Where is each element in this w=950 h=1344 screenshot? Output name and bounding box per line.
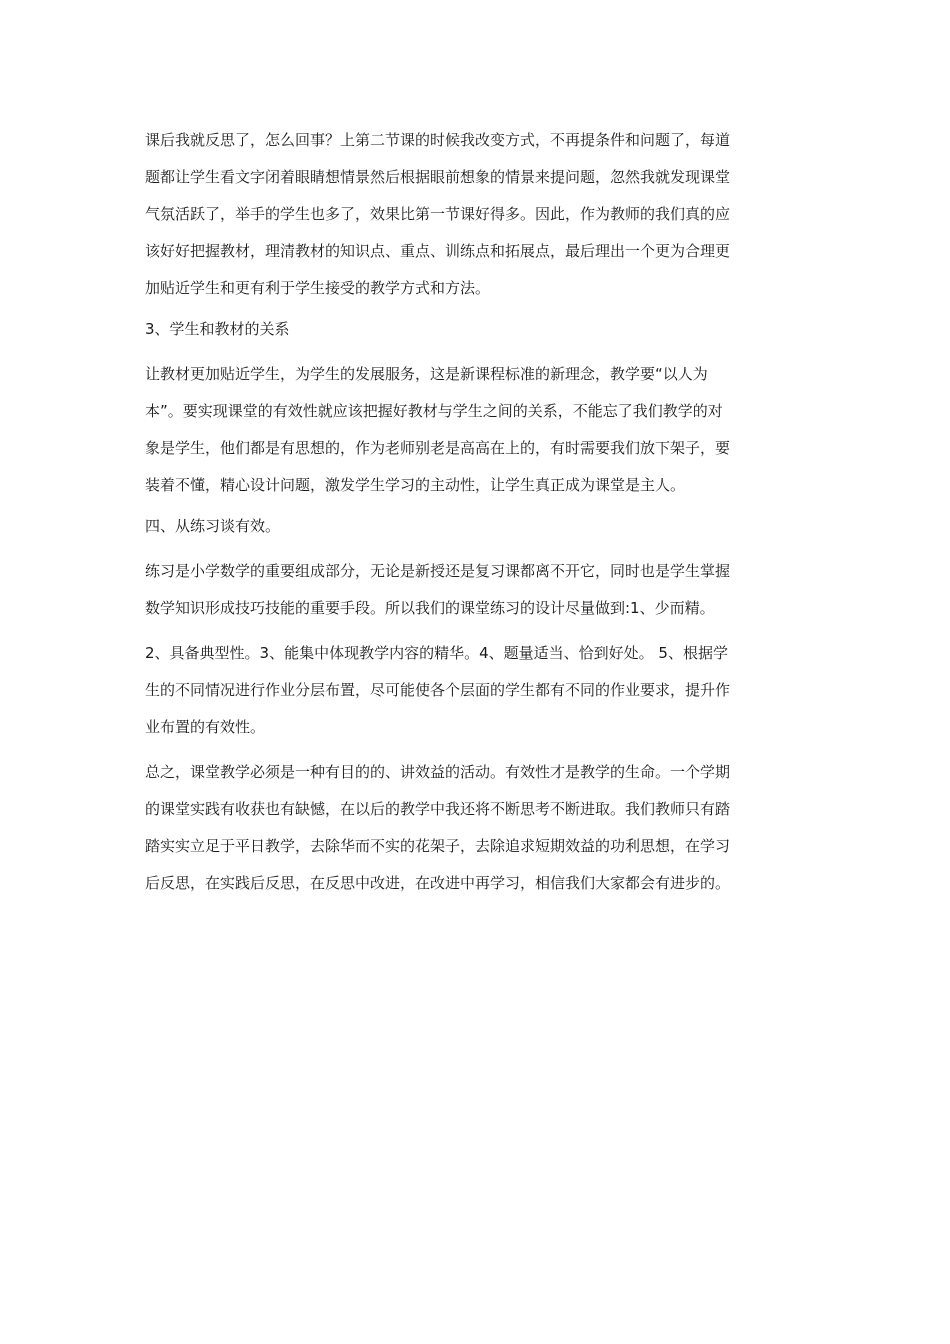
text-line: 生的不同情况进行作业分层布置，尽可能使各个层面的学生都有不同的作业要求，提升作	[145, 681, 731, 699]
text-line: 本”。要实现课堂的有效性就应该把握好教材与学生之间的关系，不能忘了我们教学的对	[145, 402, 723, 420]
text-line: 的课堂实践有收获也有缺憾，在以后的教学中我还将不断思考不断进取。我们教师只有踏	[145, 800, 731, 818]
text-line: 后反思，在实践后反思，在反思中改进，在改进中再学习，相信我们大家都会有进步的。	[145, 874, 731, 892]
text-line: 2、具备典型性。3、能集中体现教学内容的精华。4、题量适当、恰到好处。 5、根据学	[145, 644, 728, 662]
document-body	[145, 122, 805, 902]
text-line: 课后我就反思了，怎么回事？上第二节课的时候我改变方式，不再提条件和问题了，每道	[145, 131, 731, 149]
text-line: 数学知识形成技巧技能的重要手段。所以我们的课堂练习的设计尽量做到:1、少而精。	[145, 599, 715, 617]
section-heading: 3、学生和教材的关系	[145, 320, 290, 338]
text-line: 气氛活跃了，举手的学生也多了，效果比第一节课好得多。因此，作为教师的我们真的应	[145, 205, 731, 223]
text-line: 装着不懂，精心设计问题，激发学生学习的主动性，让学生真正成为课堂是主人。	[145, 476, 686, 494]
text-line: 踏实实立足于平日教学，去除华而不实的花架子，去除追求短期效益的功利思想，在学习	[145, 837, 731, 855]
text-line: 加贴近学生和更有利于学生接受的教学方式和方法。	[145, 279, 491, 297]
text-line: 该好好把握教材，理清教材的知识点、重点、训练点和拓展点，最后理出一个更为合理更	[145, 242, 731, 260]
text-line: 让教材更加贴近学生，为学生的发展服务，这是新课程标准的新理念，教学要“以人为	[145, 365, 708, 383]
text-line: 练习是小学数学的重要组成部分，无论是新授还是复习课都离不开它，同时也是学生掌握	[145, 562, 731, 580]
text-line: 总之，课堂教学必须是一种有目的的、讲效益的活动。有效性才是教学的生命。一个学期	[145, 763, 731, 781]
text-line: 业布置的有效性。	[145, 718, 266, 736]
section-heading: 四、从练习谈有效。	[145, 517, 281, 535]
text-line: 象是学生，他们都是有思想的，作为老师别老是高高在上的，有时需要我们放下架子，要	[145, 439, 731, 457]
text-line: 题都让学生看文字闭着眼睛想情景然后根据眼前想象的情景来提问题，忽然我就发现课堂	[145, 168, 731, 186]
